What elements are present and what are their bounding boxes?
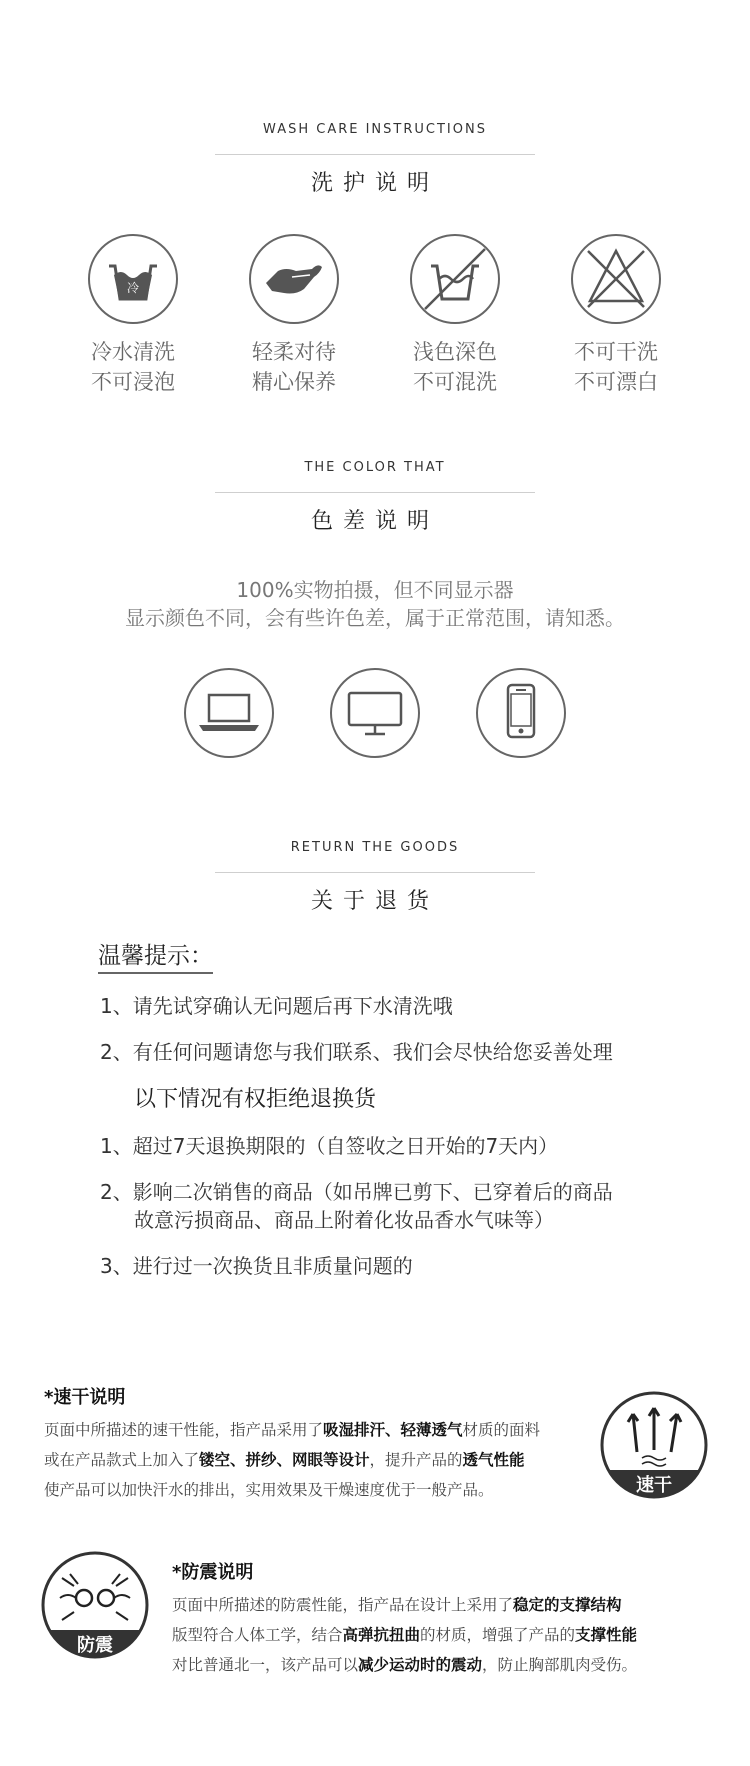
quickdry-badge-label: 速干 [636, 1475, 672, 1496]
tip-item: 1、请先试穿确认无问题后再下水清洗哦 [100, 994, 453, 1018]
laptop-icon [183, 667, 275, 759]
returns-title-en: RETURN THE GOODS [290, 840, 460, 855]
shockproof-badge-label: 防震 [77, 1635, 113, 1656]
wash-item-hand [229, 233, 359, 397]
shockproof-badge-icon [40, 1550, 150, 1660]
wash-item-nomix [390, 233, 520, 397]
shockproof-line3: 对比普通北一，该产品可以减少运动时的震动，防止胸部肌肉受伤。 [172, 1656, 638, 1674]
cold-label: 冷 [126, 281, 140, 295]
quickdry-line2: 或在产品款式上加入了镂空、拼纱、网眼等设计，提升产品的透气性能 [44, 1451, 525, 1469]
wash-caption-2: 不可浸泡 [91, 370, 175, 394]
shockproof-line2: 版型符合人体工学，结合高弹抗扭曲的材质，增强了产品的支撑性能 [172, 1626, 638, 1644]
no-mixed-wash-icon [409, 233, 501, 325]
color-title-en: THE COLOR THAT [304, 460, 446, 475]
wash-caption-2: 不可漂白 [574, 370, 658, 394]
refuse-item: 1、超过7天退换期限的（自签收之日开始的7天内） [100, 1134, 559, 1158]
color-note-line2: 显示颜色不同，会有些许色差，属于正常范围，请知悉。 [125, 606, 625, 630]
refuse-item: 2、影响二次销售的商品（如吊牌已剪下、已穿着后的商品 [100, 1180, 613, 1204]
monitor-icon [329, 667, 421, 759]
hand-wash-icon [248, 233, 340, 325]
wash-caption-1: 轻柔对待 [252, 340, 336, 364]
cold-wash-icon [87, 233, 179, 325]
quickdry-line1: 页面中所描述的速干性能，指产品采用了吸湿排汗、轻薄透气材质的面料 [44, 1421, 541, 1439]
divider [215, 154, 535, 155]
shockproof-title: *防震说明 [172, 1562, 254, 1583]
wash-caption-1: 不可干洗 [574, 340, 658, 364]
divider [215, 492, 535, 493]
color-title-cn: 色差说明 [310, 509, 439, 534]
wash-caption-2: 精心保养 [252, 370, 336, 394]
color-note-line1: 100%实物拍摄，但不同显示器 [236, 578, 514, 602]
wash-title-en: WASH CARE INSTRUCTIONS [263, 122, 487, 137]
wash-caption-1: 冷水清洗 [91, 340, 175, 364]
divider [215, 872, 535, 873]
wash-item-cold [68, 233, 198, 397]
refuse-item-cont: 故意污损商品、商品上附着化妆品香水气味等） [134, 1208, 554, 1232]
wash-caption-2: 不可混洗 [413, 370, 497, 394]
wash-item-nodry [551, 233, 681, 397]
refuse-title: 以下情况有权拒绝退换货 [134, 1087, 377, 1112]
tips-title: 温馨提示： [98, 937, 213, 974]
quickdry-line3: 使产品可以加快汗水的排出，实用效果及干燥速度优于一般产品。 [44, 1481, 494, 1499]
wash-title-cn: 洗护说明 [310, 171, 439, 196]
quick-dry-badge-icon [599, 1390, 709, 1500]
smartphone-icon [475, 667, 567, 759]
no-dry-clean-no-bleach-icon [570, 233, 662, 325]
wash-caption-1: 浅色深色 [413, 340, 497, 364]
returns-title-cn: 关于退货 [310, 889, 439, 914]
quickdry-title: *速干说明 [44, 1387, 126, 1408]
shockproof-line1: 页面中所描述的防震性能，指产品在设计上采用了稳定的支撑结构 [172, 1596, 622, 1614]
tip-item: 2、有任何问题请您与我们联系、我们会尽快给您妥善处理 [100, 1040, 613, 1064]
refuse-item: 3、进行过一次换货且非质量问题的 [100, 1254, 413, 1278]
